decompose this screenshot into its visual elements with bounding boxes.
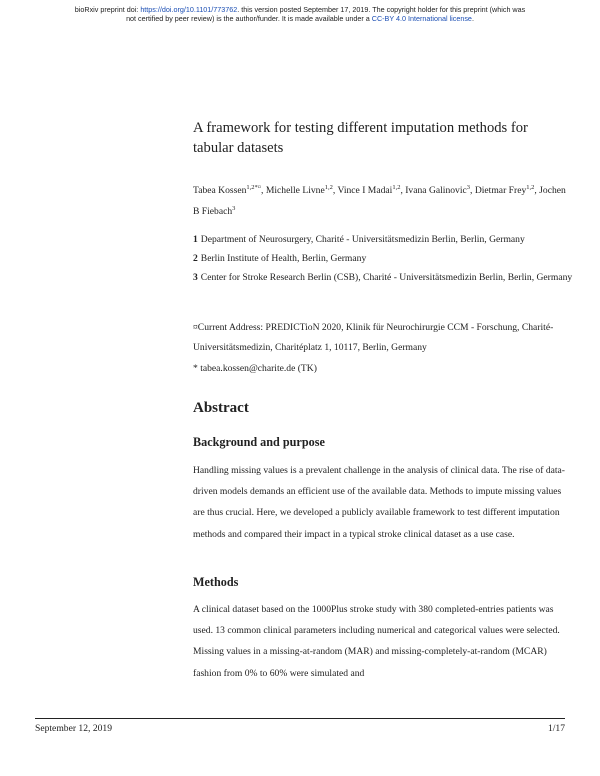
author-name: , Michelle Livne xyxy=(261,185,325,196)
author-affil-sup: 1,2 xyxy=(324,183,333,191)
footer-date: September 12, 2019 xyxy=(35,723,113,734)
author-affil-sup: 1,2 xyxy=(526,183,535,191)
header-line2-pre: not certified by peer review) is the author/funder. It is made available under a xyxy=(126,13,372,23)
paper-title: A framework for testing different imputation methods for tabular datasets xyxy=(193,120,528,156)
affiliation-text: Berlin Institute of Health, Berlin, Germany xyxy=(200,253,367,264)
affiliation-2 xyxy=(193,249,573,268)
background-heading: Background and purpose xyxy=(193,435,325,449)
affiliation-number: 3 xyxy=(193,272,198,283)
preprint-header xyxy=(40,6,560,23)
page-number: 1/17 xyxy=(547,723,565,734)
abstract-heading: Abstract xyxy=(193,400,249,416)
author-name: , Ivana Galinovic xyxy=(400,185,467,196)
affiliation-text: Center for Stroke Research Berlin (CSB), Charité - Universitätsmedizin Berlin, Berlin, Germany xyxy=(200,272,573,283)
doi-link[interactable]: https://doi.org/10.1101/773762 xyxy=(140,5,238,14)
affiliation-1 xyxy=(193,230,573,249)
author-name: Tabea Kossen xyxy=(193,185,247,196)
methods-heading: Methods xyxy=(193,575,239,589)
license-link[interactable]: CC-BY 4.0 International license xyxy=(371,13,472,23)
methods-paragraph: A clinical dataset based on the 1000Plus stroke study with 380 completed-entries patients was used. 13 common clinical parameters including numerical and categorical values were selected. Missing values in a missing-at-random (MAR) and missing-completely-at-random (MCAR) fashion from 0% to 60% were simulated and xyxy=(193,604,560,679)
affiliation-text: Department of Neurosurgery, Charité - Universitätsmedizin Berlin, Berlin, Germany xyxy=(200,234,525,245)
current-address-note: ¤Current Address: PREDICTioN 2020, Klinik für Neurochirurgie CCM - Forschung, Charité-Universitätsmedizin, Charitéplatz 1, 10117, Berlin, Germany xyxy=(193,322,554,353)
header-line1-post: . this version posted September 17, 2019. The copyright holder for this preprint (which was xyxy=(237,5,526,14)
author-name: , Jochen B Fiebach xyxy=(193,185,566,217)
author-affil-sup: 1,2*¤ xyxy=(246,183,262,191)
affiliation-number: 2 xyxy=(193,253,198,264)
corresponding-email: * tabea.kossen@charite.de (TK) xyxy=(193,363,317,374)
affiliation-3 xyxy=(193,268,573,287)
author-list xyxy=(193,180,573,222)
author-affil-sup: 1,2 xyxy=(392,183,401,191)
author-affil-sup: 3 xyxy=(466,183,471,191)
author-name: , Vince I Madai xyxy=(332,185,393,196)
author-affil-sup: 3 xyxy=(232,204,236,212)
background-paragraph: Handling missing values is a prevalent challenge in the analysis of clinical data. The rise of data-driven models demands an efficient use of the available data. Methods to impute missing values are thus crucial. Here, we developed a publicly available framework to test different imputation methods and compared their impact in a typical stroke clinical dataset as a use case. xyxy=(193,465,565,540)
affiliation-number: 1 xyxy=(193,234,198,245)
header-line1-pre: bioRxiv preprint doi: xyxy=(74,5,141,14)
footer-divider xyxy=(35,718,565,719)
author-name: , Dietmar Frey xyxy=(470,185,527,196)
header-line2-post: . xyxy=(471,13,474,23)
